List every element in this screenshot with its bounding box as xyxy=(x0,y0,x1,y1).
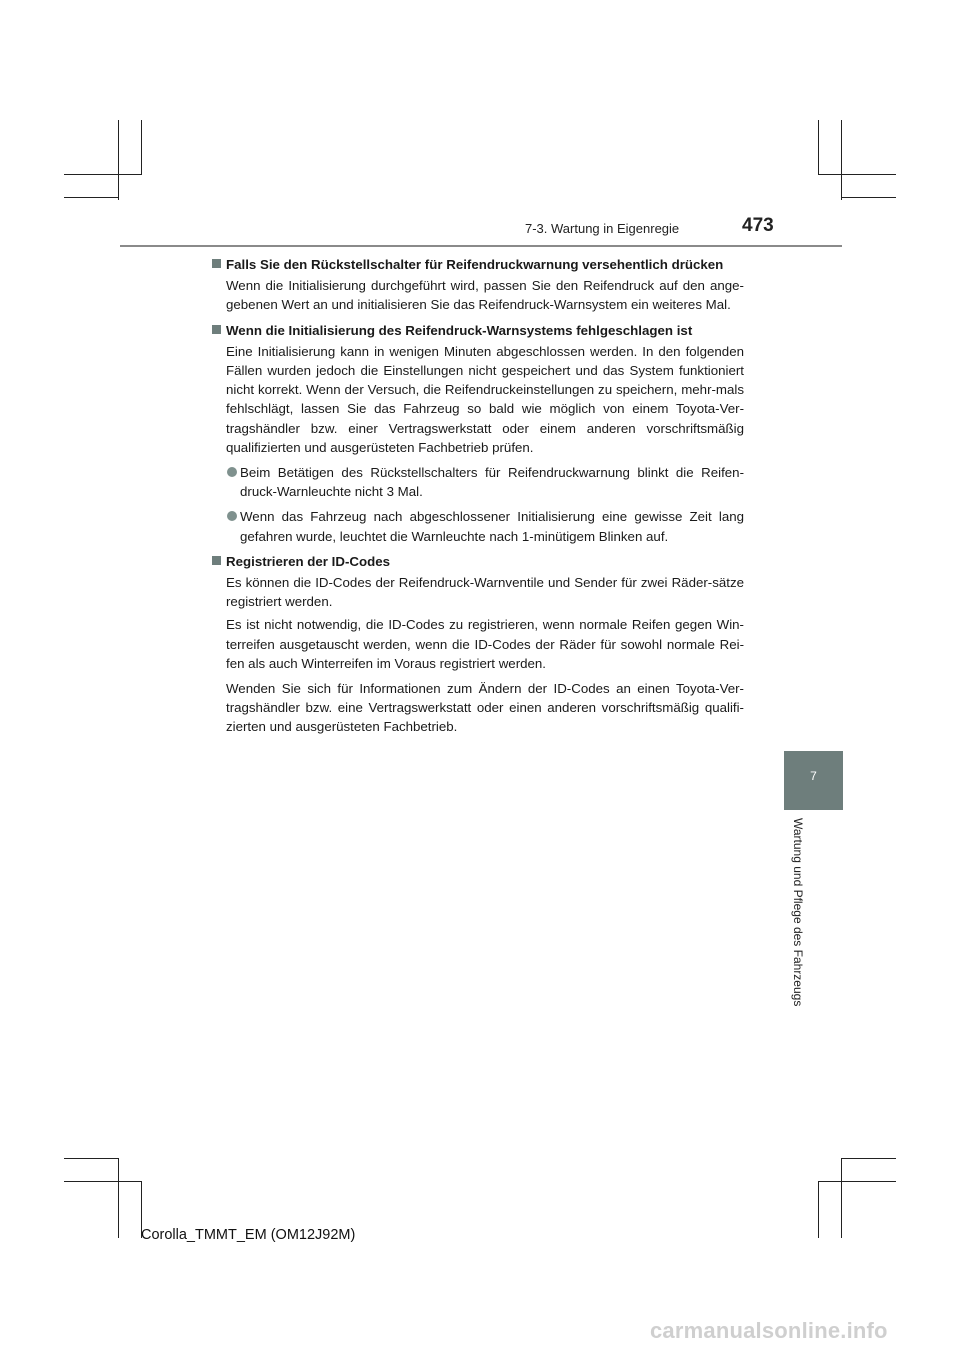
chapter-number: 7 xyxy=(810,769,817,783)
header-rule xyxy=(120,245,842,247)
list-item xyxy=(212,507,744,545)
crop-mark xyxy=(141,120,142,174)
circle-bullet-icon xyxy=(227,467,237,477)
crop-mark xyxy=(818,1181,819,1238)
paragraph: Es ist nicht notwendig, die ID-Codes zu registrieren, wenn normale Reifen gegen Win-terreifen ausgetauscht werden, wenn die ID-Codes der Räder für sowohl normale Rei-fen als auch Winterreifen im Voraus registriert werden. xyxy=(226,617,744,671)
crop-mark xyxy=(818,174,896,175)
circle-bullet-icon xyxy=(227,511,237,521)
page-number: 473 xyxy=(742,215,774,236)
page-content xyxy=(212,255,744,743)
section-reset-switch xyxy=(212,255,744,315)
section-heading xyxy=(212,255,744,274)
section-heading-text: Falls Sie den Rückstellschalter für Reifendruckwarnung versehentlich drücken xyxy=(226,257,724,272)
section-heading xyxy=(212,321,744,340)
crop-mark xyxy=(118,120,119,200)
crop-mark xyxy=(64,1158,119,1159)
section-heading xyxy=(212,552,744,571)
section-heading-text: Wenn die Initialisierung des Reifendruck-Warnsystems fehlgeschlagen ist xyxy=(226,322,693,338)
crop-mark xyxy=(64,174,142,175)
paragraph: Es können die ID-Codes der Reifendruck-Warnventile und Sender für zwei Räder-sätze registriert werden. xyxy=(226,575,744,610)
square-bullet-icon xyxy=(212,325,221,334)
crop-mark xyxy=(841,120,842,200)
crop-mark xyxy=(818,1181,896,1182)
footer-document-id: Corolla_TMMT_EM (OM12J92M) xyxy=(141,1227,356,1243)
square-bullet-icon xyxy=(212,556,221,565)
paragraph: Eine Initialisierung kann in wenigen Minuten abgeschlossen werden. In den folgenden Fällen wurden jedoch die Einstellungen nicht gespeichert und das System funktioniert nicht korrekt. Wenn der Versuch, die Reifendruckeinstellungen zu speichern, mehr-mals fehlschlägt, lassen Sie das Fahrzeug so bald wie möglich von einem Toyota-Ver-tragshändler bzw. einer Vertragswerkstatt oder einem anderen vorschriftsmäßig qualifizierten und ausgerüsteten Fachbetrieb prüfen. xyxy=(226,343,744,455)
crop-mark xyxy=(818,120,819,174)
paragraph: Wenn die Initialisierung durchgeführt wird, passen Sie den Reifendruck auf den ange-gebenen Wert an und initialisieren Sie das Reifendruck-Warnsystem ein weiteres Mal. xyxy=(226,278,744,313)
crop-mark xyxy=(64,197,119,198)
list-item-text: Beim Betätigen des Rückstellschalters für Reifendruckwarnung blinkt die Reifen-druck-Warnleuchte nicht 3 Mal. xyxy=(240,465,744,500)
crop-mark xyxy=(841,1158,842,1238)
chapter-title: Wartung und Pflege des Fahrzeugs xyxy=(791,818,805,1007)
paragraph: Wenden Sie sich für Informationen zum Ändern der ID-Codes an einen Toyota-Ver-tragshändler bzw. eine Vertragswerkstatt oder einen anderen vorschriftsmäßig qualifi-zierten und ausgerüsteten Fachbetrieb. xyxy=(226,681,744,735)
section-initialization-failed xyxy=(212,321,744,546)
list-item xyxy=(212,463,744,501)
section-register-id-codes xyxy=(212,552,744,737)
section-heading-text: Registrieren der ID-Codes xyxy=(226,553,391,569)
chapter-tab xyxy=(784,751,843,810)
crop-mark xyxy=(841,197,896,198)
list-item-text: Wenn das Fahrzeug nach abgeschlossener Initialisierung eine gewisse Zeit lang gefahren wurde, leuchtet die Warnleuchte nach 1-minütigem Blinken auf. xyxy=(240,509,744,544)
crop-mark xyxy=(118,1158,119,1238)
square-bullet-icon xyxy=(212,259,221,268)
crop-mark xyxy=(841,1158,896,1159)
crop-mark xyxy=(64,1181,142,1182)
header-section-title: 7-3. Wartung in Eigenregie xyxy=(525,221,680,236)
watermark: carmanualsonline.info xyxy=(650,1318,888,1343)
